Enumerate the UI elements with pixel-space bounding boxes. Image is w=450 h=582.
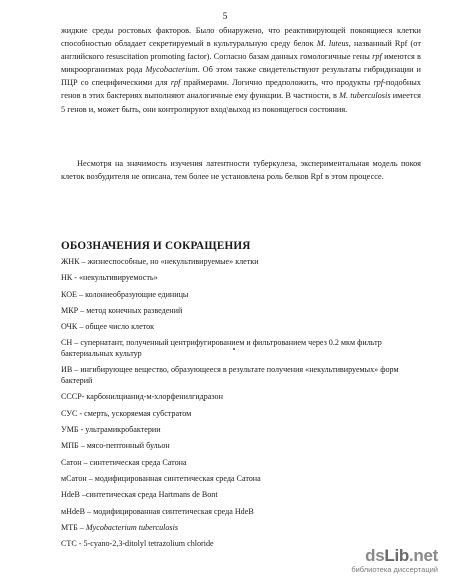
abbr-item: мСатон – модифицированная синтетическая среда Сатона bbox=[61, 473, 261, 483]
abbr-item: ОЧК – общее число клеток bbox=[61, 322, 155, 332]
abbr-mtb-species: Mycobacterium tuberculosis bbox=[85, 522, 178, 532]
abbr-item: МПБ – мясо-пептонный бульон bbox=[61, 441, 170, 451]
abbr-item: УМБ - ультрамикробактерии bbox=[61, 425, 161, 435]
abbr-item: СН – супернатант, полученный центрифугированием и фильтрованием через 0.2 мкм фильтр бактериальных культур bbox=[61, 338, 382, 359]
paragraph-latency bbox=[61, 157, 421, 183]
para1-text-1: жидкие среды ростовых факторов. Было обнаружено, что реактивирующей покоящиеся клетки способностью обладает секретируемый в культуральную среду белок bbox=[61, 26, 421, 49]
watermark-logo-net: .net bbox=[408, 546, 438, 565]
para2-text: Несмотря на значимость изучения латентности туберкулеза, экспериментальная модель покоя клеток возбудителя не описана, тем более не установлена роль белков Rpf в этом процессе. bbox=[61, 159, 421, 182]
para1-species-luteus: M. luteus bbox=[316, 39, 349, 49]
abbr-item: ИВ – ингибирующее вещество, образующееся в результате получения «некультивируемых» форм бактерий bbox=[61, 365, 399, 386]
para1-text-2: , названный Rpf (от английского resuscitation promoting factor). Согласно базам данных гомологичные гены bbox=[61, 39, 421, 62]
abbr-item: HdeB –синтетическая среда Hartmans de Bont bbox=[61, 490, 218, 500]
abbr-item: КОЕ – колониеобразующие единицы bbox=[61, 289, 189, 299]
abbr-item: Сатон – синтетическая среда Сатона bbox=[61, 457, 187, 467]
para1-genus-mycobacterium: Mycobacterium bbox=[145, 65, 198, 75]
abbr-item: мHdeB – модифицированная синтетическая среда HdeB bbox=[61, 506, 254, 516]
para1-gene-rpf-2: rpf bbox=[170, 78, 181, 88]
para1-text-4: . Об этом также свидетельствуют результаты гибридизации и ПЦР со специфическими для bbox=[61, 65, 421, 88]
para1-gene-rpf-3: rpf bbox=[373, 78, 384, 88]
para1-text-7: имеется 5 генов и, может быть, они контролируют вход\выход из покоящегося состояния. bbox=[61, 91, 421, 114]
para1-text-3: имеются в микроорганизмах рода bbox=[61, 52, 421, 75]
page-number: 5 bbox=[222, 12, 228, 22]
abbr-item: НК - «некультивируемость» bbox=[61, 273, 158, 283]
para1-text-6: -подобных генов в этих бактериях выполняют аналогичные ему функции. В частности, в bbox=[61, 78, 422, 101]
abbr-mtb-label: МТБ – bbox=[61, 522, 86, 532]
paragraph-rpf bbox=[61, 24, 421, 116]
abbr-item: ЖНК – жизнеспособные, но «некультивируемые» клетки bbox=[61, 257, 259, 266]
section-heading: ОБОЗНАЧЕНИЯ И СОКРАЩЕНИЯ bbox=[61, 240, 251, 252]
abbr-item: СУС - смерть, ускоряемая субстратом bbox=[61, 408, 192, 418]
abbr-item bbox=[61, 522, 421, 538]
stray-dot bbox=[233, 348, 235, 350]
watermark-logo bbox=[365, 546, 438, 566]
abbr-item: СССР- карбонилцианид-м-хлорфенилгидразон bbox=[61, 392, 223, 402]
para1-gene-rpf-1: rpf bbox=[372, 52, 382, 62]
abbr-item: МКР – метод конечных разведений bbox=[61, 305, 183, 315]
watermark-subtitle: библиотека диссертаций bbox=[351, 565, 438, 574]
para1-species-tuberculosis: M. tuberculosis bbox=[339, 91, 391, 101]
watermark-logo-lib: Lib bbox=[384, 546, 409, 565]
watermark-logo-ds: ds bbox=[365, 546, 385, 565]
abbreviation-list bbox=[61, 256, 421, 554]
para1-text-5: праймерами. Логично предположить, что продукты bbox=[180, 78, 374, 88]
abbr-item: СТС - 5-cyano-2,3-ditolyl tetrazolium chloride bbox=[61, 539, 214, 549]
watermark[interactable] bbox=[318, 546, 438, 574]
